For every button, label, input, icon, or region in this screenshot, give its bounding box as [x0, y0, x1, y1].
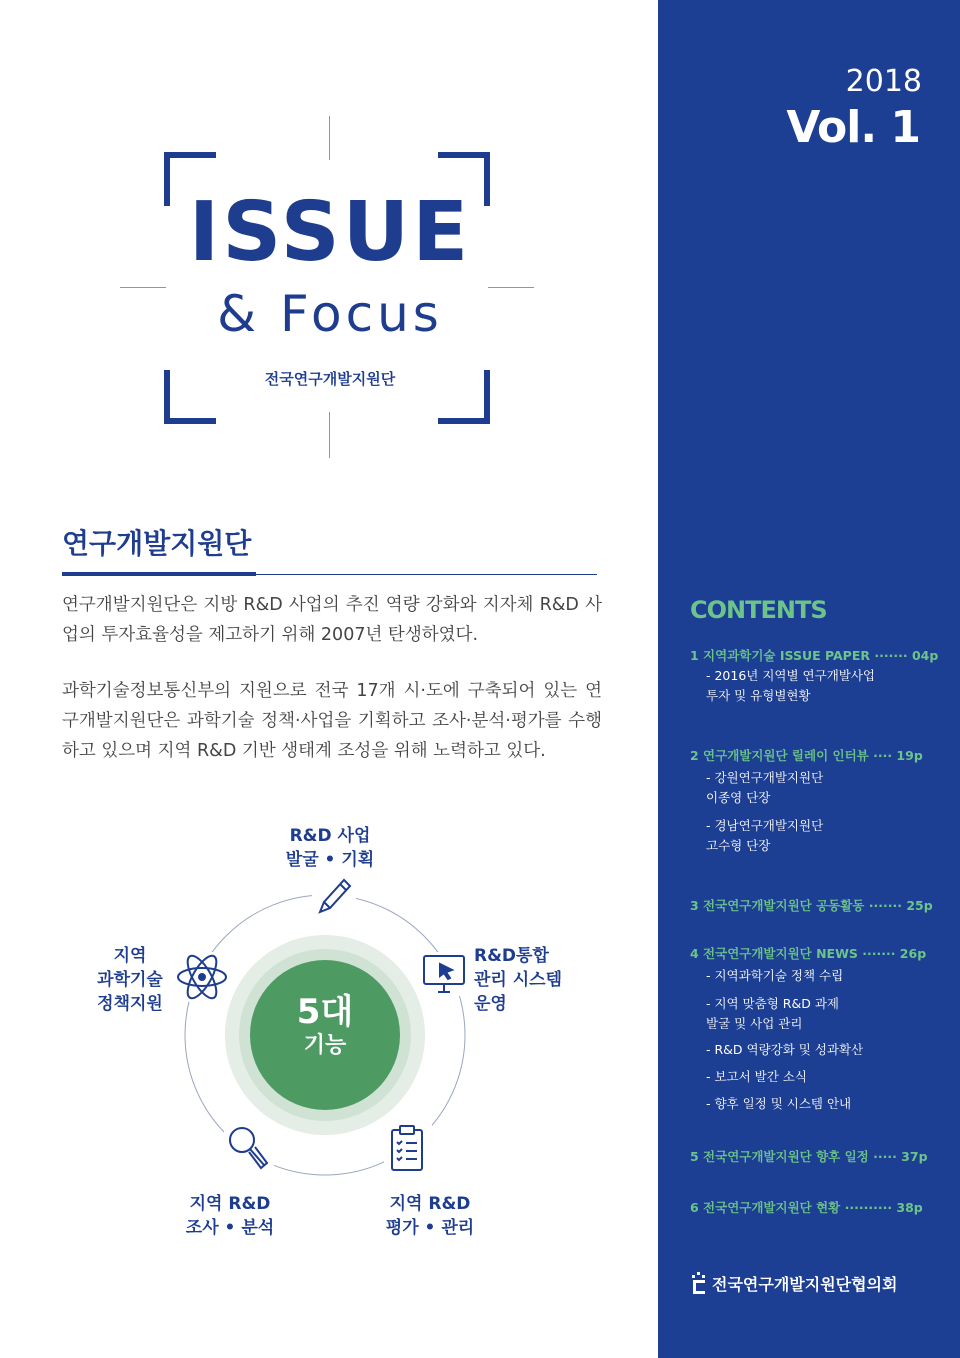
toc-sub-item[interactable]: - 지역과학기술 정책 수립 — [706, 968, 844, 983]
function-top: R&D 사업 발굴 • 기획 — [285, 826, 375, 870]
monitor-cursor-icon — [420, 952, 470, 996]
pencil-icon — [312, 872, 356, 920]
footer-logo — [690, 1272, 897, 1295]
issue-volume: Vol. 1 — [786, 102, 920, 153]
atom-icon — [174, 952, 230, 1002]
toc-item-1[interactable]: 1 지역과학기술 ISSUE PAPER ······· 04p — [690, 648, 939, 663]
toc-sub-item[interactable]: - R&D 역량강화 및 성과확산 — [706, 1042, 864, 1057]
sidebar — [658, 0, 960, 1358]
function-bottom-right: 지역 R&D 평가 • 관리 — [385, 1194, 475, 1238]
intro-paragraph-1: 연구개발지원단은 지방 R&D 사업의 추진 역량 강화와 지자체 R&D 사업의 투자효율성을 제고하기 위해 2007년 탄생하였다. — [62, 595, 602, 645]
section-heading: 연구개발지원단 — [62, 527, 252, 560]
toc-sub-item[interactable]: - 지역 맞춤형 R&D 과제 발굴 및 사업 관리 — [706, 996, 839, 1031]
toc-sub-item[interactable]: - 보고서 발간 소식 — [706, 1069, 807, 1084]
toc-item-5[interactable]: 5 전국연구개발지원단 향후 일정 ····· 37p — [690, 1149, 928, 1164]
function-bottom-left: 지역 R&D 조사 • 분석 — [185, 1194, 275, 1238]
org-logo-icon — [690, 1272, 708, 1294]
center-label: 기능 — [303, 1033, 347, 1058]
title-focus: & Focus — [217, 285, 443, 343]
magnifier-icon — [224, 1122, 274, 1174]
toc-sub-item[interactable]: - 경남연구개발지원단 고수형 단장 — [706, 818, 824, 853]
title-issue: ISSUE — [188, 185, 472, 280]
toc-item-3[interactable]: 3 전국연구개발지원단 공동활동 ······· 25p — [690, 898, 933, 913]
cover-org-name: 전국연구개발지원단 — [264, 370, 396, 388]
function-left: 지역 과학기술 정책지원 — [97, 946, 163, 1014]
clipboard-checklist-icon — [384, 1122, 432, 1176]
toc-item-4[interactable]: 4 전국연구개발지원단 NEWS ······· 26p — [690, 946, 927, 961]
contents-title: CONTENTS — [690, 596, 827, 624]
toc-sub-item[interactable]: - 향후 일정 및 시스템 안내 — [706, 1096, 852, 1111]
toc-sub-item[interactable]: - 강원연구개발지원단 이종영 단장 — [706, 770, 824, 805]
footer-org-name: 전국연구개발지원단협의회 — [712, 1275, 898, 1294]
intro-paragraph-2: 과학기술정보통신부의 지원으로 전국 17개 시·도에 구축되어 있는 연구개발지원단은 과학기술 정책·사업을 기획하고 조사·분석·평가를 수행하고 있으며 지역 R&D 기반 생태계 조성을 위해 노력하고 있다. — [62, 681, 602, 761]
toc-item-2[interactable]: 2 연구개발지원단 릴레이 인터뷰 ···· 19p — [690, 748, 923, 763]
center-badge — [250, 960, 400, 1110]
center-number: 5대 — [296, 992, 354, 1032]
toc-sub-item[interactable]: - 2016년 지역별 연구개발사업 투자 및 유형별현황 — [706, 668, 875, 703]
function-right: R&D통합 관리 시스템 운영 — [474, 946, 563, 1014]
toc-item-6[interactable]: 6 전국연구개발지원단 현황 ·········· 38p — [690, 1200, 923, 1215]
issue-year: 2018 — [845, 64, 922, 99]
